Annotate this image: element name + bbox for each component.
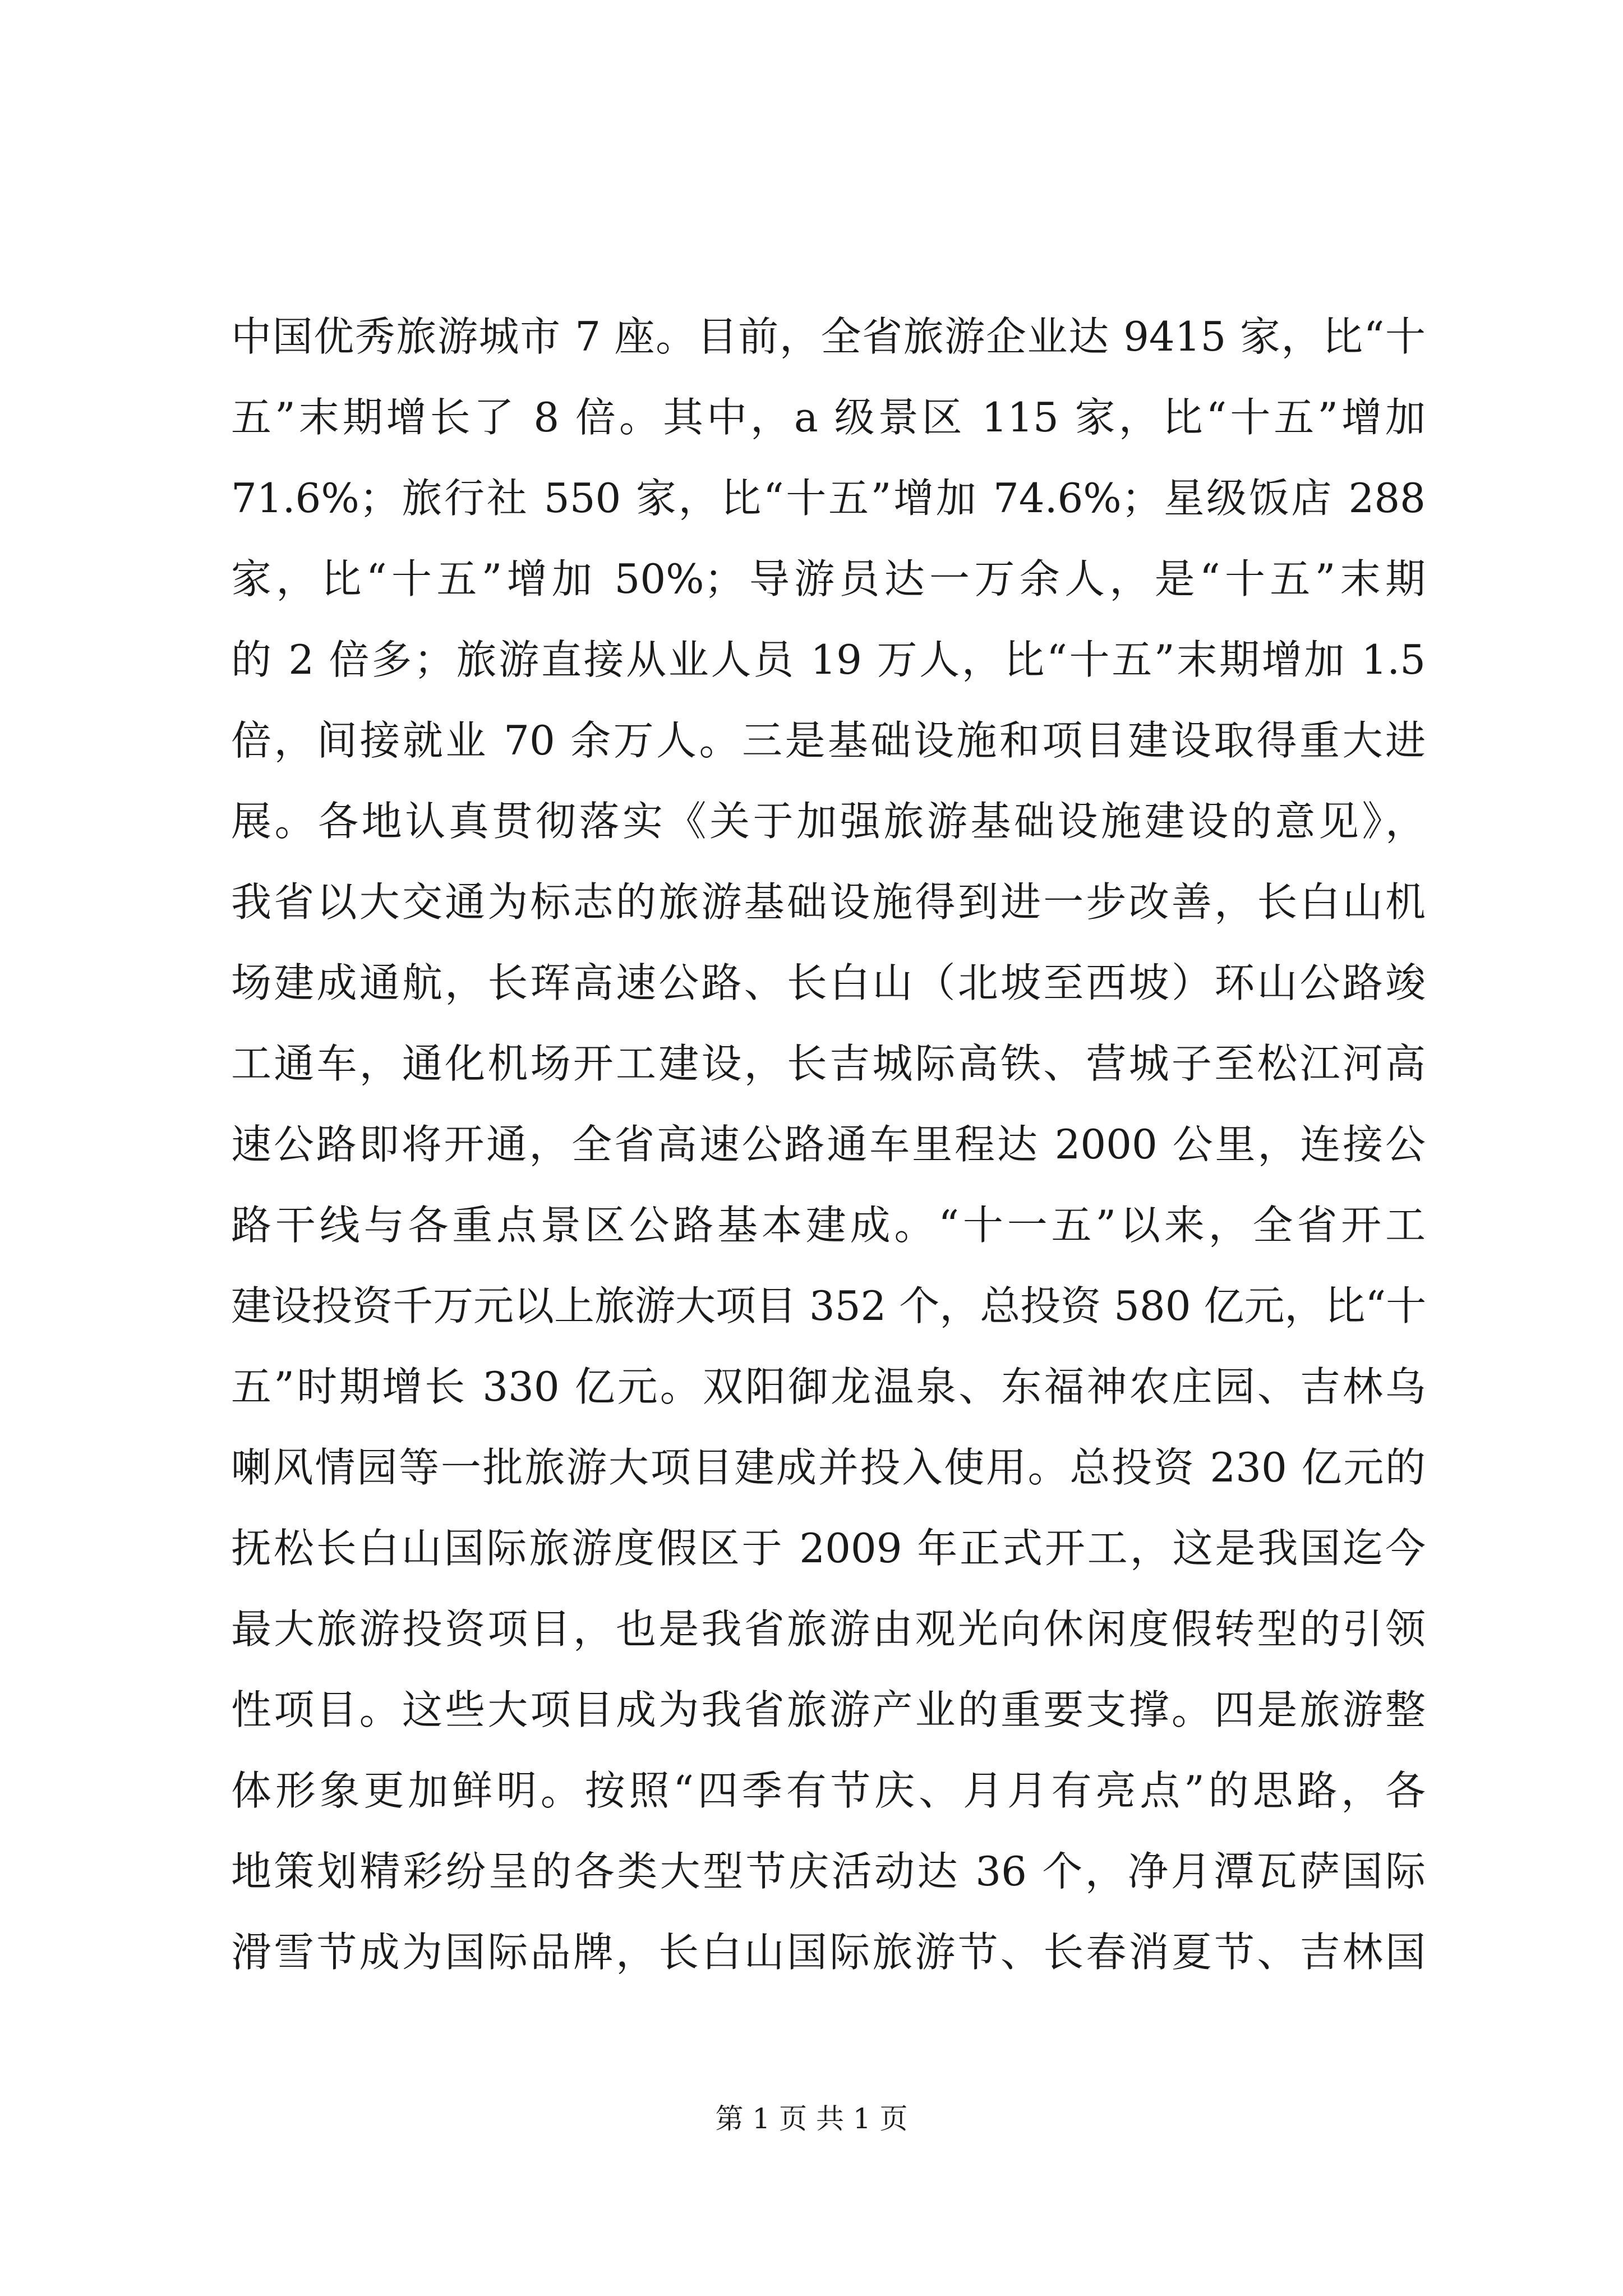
text-line: 性项目。这些大项目成为我省旅游产业的重要支撑。四是旅游整	[231, 1686, 1426, 1733]
text-line: 滑雪节成为国际品牌，长白山国际旅游节、长春消夏节、吉林国	[231, 1929, 1426, 1976]
text-line: 场建成通航，长珲高速公路、长白山（北坡至西坡）环山公路竣	[231, 959, 1426, 1006]
text-line: 抚松长白山国际旅游度假区于 2009 年正式开工，这是我国迄今	[231, 1525, 1426, 1572]
text-line: 最大旅游投资项目，也是我省旅游由观光向休闲度假转型的引领	[231, 1605, 1426, 1653]
text-line: 家，比“十五”增加 50%；导游员达一万余人，是“十五”末期	[231, 555, 1426, 602]
text-line: 五”时期增长 330 亿元。双阳御龙温泉、东福神农庄园、吉林乌	[231, 1363, 1426, 1410]
text-line: 中国优秀旅游城市 7 座。目前，全省旅游企业达 9415 家，比“十	[231, 313, 1426, 360]
text-line: 喇风情园等一批旅游大项目建成并投入使用。总投资 230 亿元的	[231, 1444, 1426, 1491]
text-line: 的 2 倍多；旅游直接从业人员 19 万人，比“十五”末期增加 1.5	[231, 636, 1426, 683]
text-line: 倍，间接就业 70 余万人。三是基础设施和项目建设取得重大进	[231, 717, 1426, 764]
page-footer	[0, 2099, 1623, 2138]
page-number-label: 第 1 页 共 1 页	[715, 2102, 908, 2135]
text-line: 工通车，通化机场开工建设，长吉城际高铁、营城子至松江河高	[231, 1040, 1426, 1087]
text-line: 体形象更加鲜明。按照“四季有节庆、月月有亮点”的思路，各	[231, 1767, 1426, 1814]
text-line: 我省以大交通为标志的旅游基础设施得到进一步改善，长白山机	[231, 878, 1426, 926]
text-line: 地策划精彩纷呈的各类大型节庆活动达 36 个，净月潭瓦萨国际	[231, 1848, 1426, 1895]
text-line: 速公路即将开通，全省高速公路通车里程达 2000 公里，连接公	[231, 1121, 1426, 1168]
text-line: 建设投资千万元以上旅游大项目 352 个，总投资 580 亿元，比“十	[231, 1282, 1427, 1329]
text-line: 五”末期增长了 8 倍。其中，a 级景区 115 家，比“十五”增加	[231, 394, 1426, 441]
text-line: 路干线与各重点景区公路基本建成。“十一五”以来，全省开工	[231, 1202, 1426, 1249]
body-paragraph	[231, 296, 1426, 1993]
text-line: 展。各地认真贯彻落实《关于加强旅游基础设施建设的意见》，	[231, 798, 1426, 845]
text-line: 71.6%；旅行社 550 家，比“十五”增加 74.6%；星级饭店 288	[231, 475, 1426, 522]
